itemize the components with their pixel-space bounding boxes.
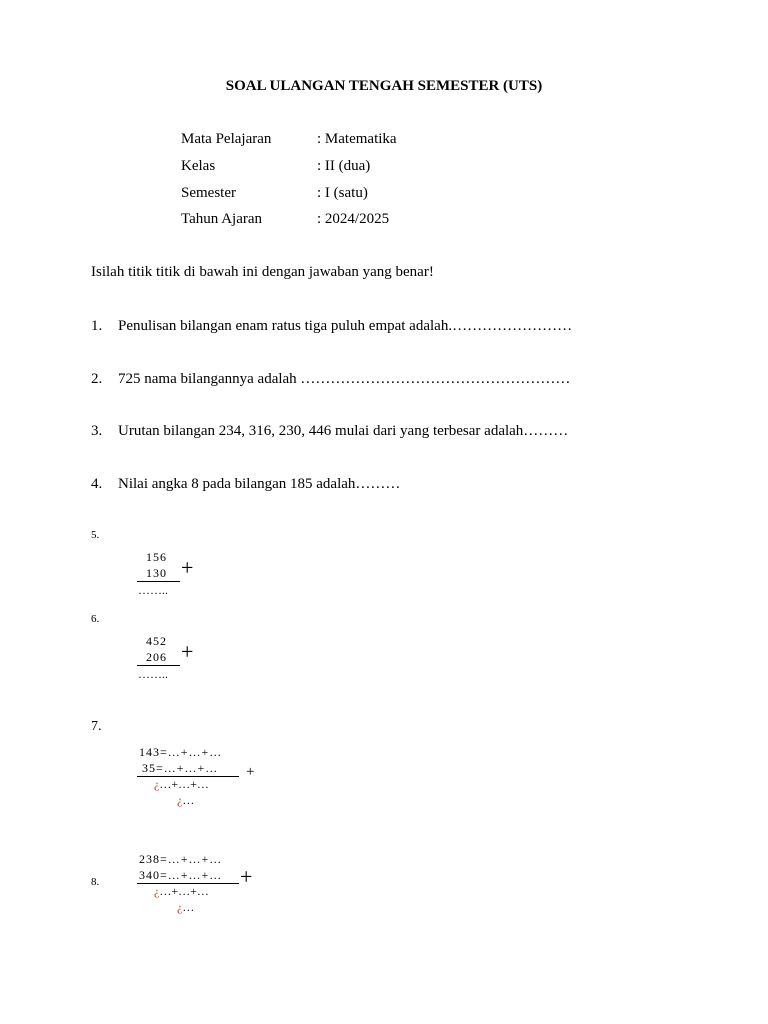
addend-top: 452: [146, 634, 167, 648]
error-mark: ¿: [154, 777, 160, 791]
decomposition-line: [154, 777, 209, 792]
decomposition-line: 143=…+…+…: [139, 745, 223, 759]
question-text: 725 nama bilangannya adalah ………………………………………………: [118, 371, 571, 387]
addend-bottom: 130: [146, 566, 167, 580]
question-number: 1.: [91, 318, 103, 334]
question-text: Urutan bilangan 234, 316, 230, 446 mulai dari yang terbesar adalah………: [118, 423, 569, 439]
answer-blank: ……..: [138, 667, 168, 681]
instruction-text: Isilah titik titik di bawah ini dengan jawaban yang benar!: [91, 264, 434, 280]
info-value-subject: : Matematika: [317, 131, 397, 147]
info-label-year: Tahun Ajaran: [181, 211, 263, 227]
addend-top: 156: [146, 550, 167, 564]
decomposition-line: 35=…+…+…: [142, 761, 219, 775]
error-mark: ¿: [177, 900, 183, 914]
sum-line: [137, 581, 180, 582]
error-mark: ¿: [177, 793, 183, 807]
info-value-class: : II (dua): [317, 158, 371, 174]
info-label-subject: Mata Pelajaran: [181, 131, 272, 147]
info-label-semester: Semester: [181, 185, 236, 201]
answer-blank: ……..: [138, 583, 168, 597]
decomposition-blank: …: [182, 900, 195, 914]
decomposition-line: [177, 793, 194, 808]
decomposition-line: [154, 884, 209, 899]
decomposition-line: [177, 900, 194, 915]
decomposition-line: 238=…+…+…: [139, 852, 223, 866]
question-number: 4.: [91, 476, 103, 492]
question-text: Penulisan bilangan enam ratus tiga puluh empat adalah.……………………: [118, 318, 573, 334]
question-text: Nilai angka 8 pada bilangan 185 adalah………: [118, 476, 401, 492]
question-number: 2.: [91, 371, 103, 387]
decomposition-blank: …+…+…: [159, 884, 209, 898]
plus-sign: +: [240, 864, 253, 889]
plus-sign: +: [181, 555, 194, 580]
addend-bottom: 206: [146, 650, 167, 664]
question-number: 6.: [91, 613, 100, 625]
question-number: 8.: [91, 876, 100, 888]
error-mark: ¿: [154, 884, 160, 898]
decomposition-line: 340=…+…+…: [139, 868, 223, 882]
info-label-class: Kelas: [181, 158, 216, 174]
decomposition-blank: …+…+…: [159, 777, 209, 791]
question-number: 5.: [91, 529, 100, 541]
info-value-year: : 2024/2025: [317, 211, 390, 227]
info-value-semester: : I (satu): [317, 185, 368, 201]
plus-sign: +: [181, 639, 194, 664]
page-title: SOAL ULANGAN TENGAH SEMESTER (UTS): [225, 78, 543, 94]
sum-line: [137, 665, 180, 666]
plus-sign: +: [246, 764, 255, 780]
question-number: 3.: [91, 423, 103, 439]
decomposition-blank: …: [182, 793, 195, 807]
question-number: 7.: [91, 719, 102, 734]
